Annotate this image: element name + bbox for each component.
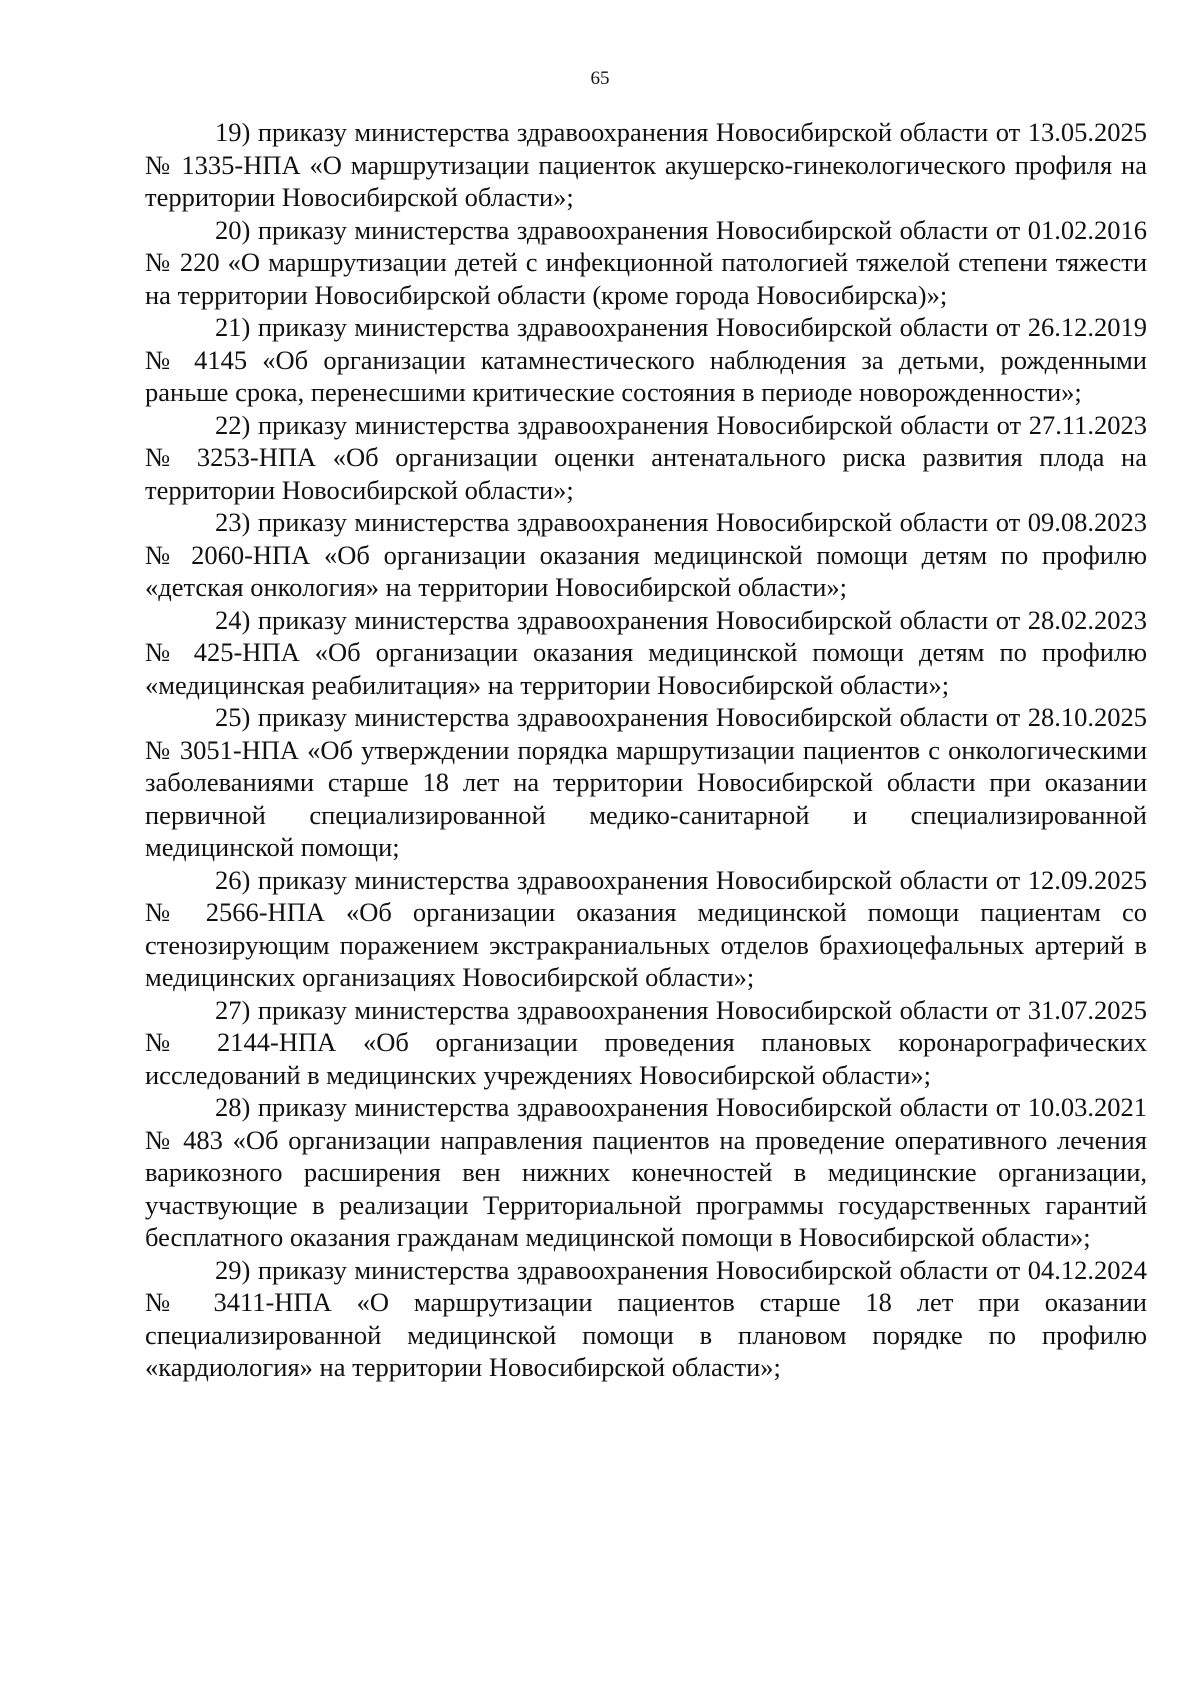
list-item: 28) приказу министерства здравоохранения Новосибирской области от 10.03.2021 № 483 «Об организации направления пациентов на проведение оперативного лечения варикозного расширения вен нижних конечностей в медицинские организации, участвующие в реализации Территориальной программы государственных гарантий бесплатного оказания гражданам медицинской помощи в Новосибирской области»; [145, 1092, 1147, 1252]
list-item: 29) приказу министерства здравоохранения Новосибирской области от 04.12.2024 № 3411-НПА «О маршрутизации пациентов старше 18 лет при оказании специализированной медицинской помощи в плановом порядке по профилю «кардиология» на территории Новосибирской области»; [145, 1254, 1147, 1382]
list-item: 26) приказу министерства здравоохранения Новосибирской области от 12.09.2025 № 2566-НПА «Об организации оказания медицинской помощи пациентам со стенозирующим поражением экстракраниальных отделов брахиоцефальных артерий в медицинских организациях Новосибирской области»; [145, 864, 1147, 992]
list-item: 21) приказу министерства здравоохранения Новосибирской области от 26.12.2019 № 4145 «Об организации катамнестического наблюдения за детьми, рожденными раньше срока, перенесшими критические состояния в периоде новорожденности»; [145, 312, 1147, 407]
list-item: 19) приказу министерства здравоохранения Новосибирской области от 13.05.2025 № 1335-НПА «О маршрутизации пациенток акушерско-гинекологического профиля на территории Новосибирской области»; [145, 117, 1147, 212]
list-item: 27) приказу министерства здравоохранения Новосибирской области от 31.07.2025 № 2144-НПА «Об организации проведения плановых коронарографических исследований в медицинских учреждениях Новосибирской области»; [145, 994, 1147, 1090]
list-item: 25) приказу министерства здравоохранения Новосибирской области от 28.10.2025 № 3051-НПА «Об утверждении порядка маршрутизации пациентов с онкологическими заболеваниями старше 18 лет на территории Новосибирской области при оказании первичной специализированной медико-санитарной и специализированной медицинской помощи; [145, 702, 1147, 862]
list-item: 22) приказу министерства здравоохранения Новосибирской области от 27.11.2023 № 3253-НПА «Об организации оценки антенатального риска развития плода на территории Новосибирской области»; [145, 409, 1147, 505]
document-body [145, 116, 1147, 1384]
page-number: 65 [590, 68, 610, 89]
list-item: 20) приказу министерства здравоохранения Новосибирской области от 01.02.2016 № 220 «О маршрутизации детей с инфекционной патологией тяжелой степени тяжести на территории Новосибирской области (кроме города Новосибирска)»; [145, 214, 1147, 310]
list-item: 23) приказу министерства здравоохранения Новосибирской области от 09.08.2023 № 2060-НПА «Об организации оказания медицинской помощи детям по профилю «детская онкология» на территории Новосибирской области»; [145, 507, 1147, 602]
list-item: 24) приказу министерства здравоохранения Новосибирской области от 28.02.2023 № 425-НПА «Об организации оказания медицинской помощи детям по профилю «медицинская реабилитация» на территории Новосибирской области»; [145, 604, 1147, 700]
